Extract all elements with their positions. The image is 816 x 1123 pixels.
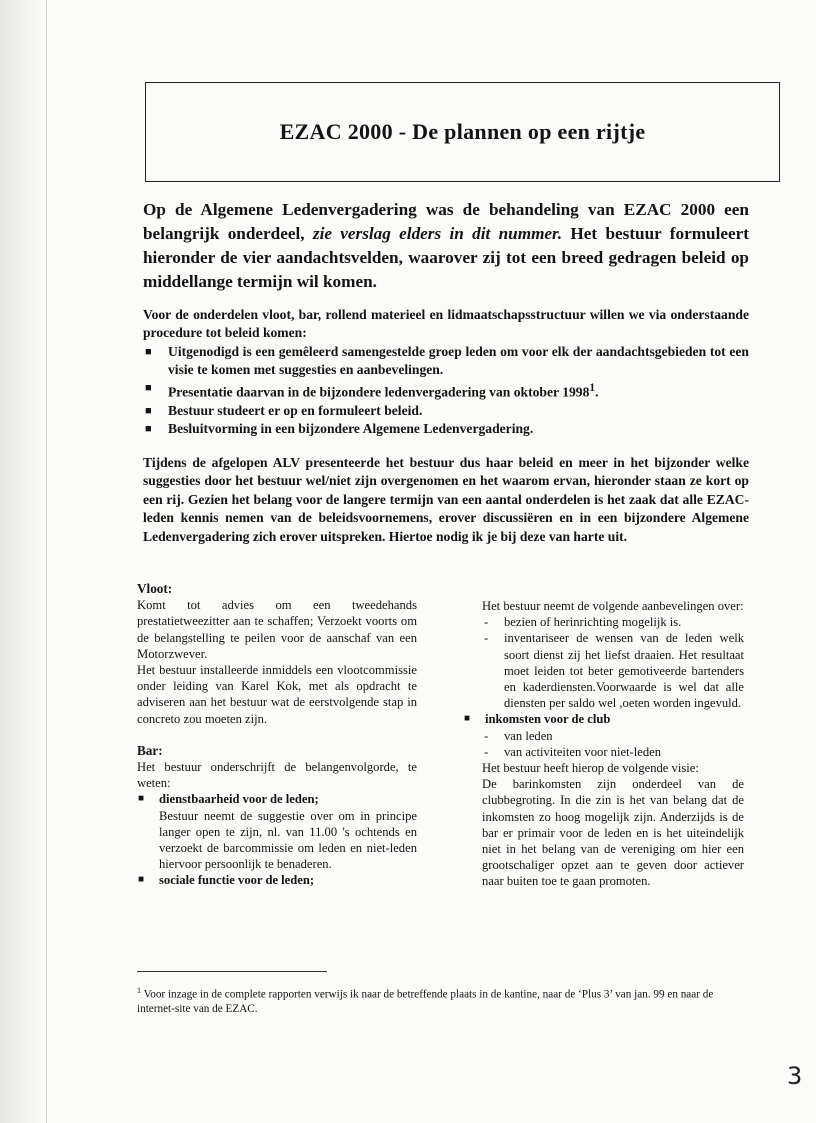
page-title: EZAC 2000 - De plannen op een rijtje	[279, 119, 646, 144]
page-binding-edge	[0, 0, 47, 1123]
intro-paragraph	[143, 198, 749, 294]
vision-intro: Het bestuur heeft hierop de volgende visie:	[482, 761, 699, 776]
footnote-divider	[137, 971, 327, 972]
procedure-intro: Voor de onderdelen vloot, bar, rollend materieel en lidmaatschapsstructuur willen we via onderstaande procedure tot beleid komen:	[143, 307, 749, 340]
footnote	[137, 984, 749, 1016]
bullet-icon: ■	[145, 346, 152, 358]
footnote-text: Voor inzage in de complete rapporten verwijs ik naar de betreffende plaats in de kantine, naar de ‘Plus 3’ van jan. 99 en naar de internet-site van de EZAC.	[137, 988, 714, 1015]
vloot-text-2: Het bestuur installeerde inmiddels een vlootcommissie onder leiding van Karel Kok, met als opdracht te adviseren aan het bestuur wat de eerstvolgende stap in concreto zou moeten zijn.	[137, 663, 417, 726]
list-item: ■ Presentatie daarvan in de bijzondere ledenvergadering van oktober 1998$^1$.	[143, 379, 749, 402]
alv-paragraph: Tijdens de afgelopen ALV presenteerde het bestuur dus haar beleid en meer in het bijzonder welke suggesties door het bestuur wel/niet zijn overgenomen en het waarom ervan, hieronder staan ze kort op een rij. Gezien het belang voor de langere termijn van een aantal onderdelen is het zaak dat alle EZAC-leden kennis nemen van de beleidsvoornemens, erover discussiëren en in een bijzondere Algemene Ledenvergadering zich erover uitspreken. Hiertoe nodig ik je bij deze van harte uit.	[143, 455, 749, 544]
bar-item-1-text: Bestuur neemt de suggestie over om in principe langer open te zijn, nl. van 11.00 's ochtends en verzoekt de barcommissie om leden en niet-leden hiervoor persoonlijk te benaderen.	[159, 808, 417, 872]
vloot-heading: Vloot:	[137, 581, 173, 596]
list-item: ■ Uitgenodigd is een gemêleerd samengestelde groep leden om voor elk der aandachtsgebieden tot een visie te komen met suggesties en aanbevelingen.	[145, 344, 749, 377]
bar-intro: Het bestuur onderschrijft de belangenvolgorde, te weten:	[137, 760, 417, 791]
bullet-icon: ■	[145, 382, 152, 394]
list-item: - van activiteiten voor niet-leden	[484, 744, 662, 759]
list-item: ■ Besluitvorming in een bijzondere Algemene Ledenvergadering.	[145, 420, 534, 436]
list-item: - van leden	[484, 728, 553, 743]
recommendations-list	[482, 614, 744, 711]
list-item: ■ Bestuur studeert er op en formuleert beleid.	[145, 402, 423, 418]
bar-item-2: ■ sociale functie voor de leden;	[138, 873, 315, 888]
bullet-icon: ■	[145, 422, 152, 435]
vision-text: De barinkomsten zijn onderdeel van de clubbegroting. In die zin is het van belang dat de inkomsten zo hoog mogelijk zijn. Anderzijds is de bar er primair voor de leden en is het uiteindelijk niet in het belang van de vereniging om hier een grootschaliger opzet aan te geven door actiever naar buiten toe te gaan promoten.	[482, 777, 744, 889]
list-item: - bezien of herinrichting mogelijk is.	[484, 615, 682, 630]
bullet-icon: ■	[145, 404, 152, 417]
bullet-icon: ■	[138, 793, 145, 805]
list-item: - inventariseer de wensen van de leden welk soort dienst zij het liefst draaien. Het resultaat moet leiden tot beter gemotiveerde bartenders en kaderdiensten.Voorwaarde is wel dat alle diensten per saldo wel ,oeten worden ingevuld.	[484, 631, 744, 711]
page-number: 3	[787, 1062, 803, 1090]
bar-item-3: ■ inkomsten voor de club	[464, 712, 611, 727]
procedure-list	[143, 343, 749, 438]
intro-text-1: Op de Algemene Ledenvergadering was de behandeling van EZAC 2000 een belangrijk onderdeel,	[143, 200, 749, 243]
bullet-icon: ■	[464, 713, 471, 725]
bullet-icon: ■	[138, 874, 145, 886]
bar-item-1: ■ dienstbaarheid voor de leden; Bestuur neemt de suggestie over om in principe langer open te zijn, nl. van 11.00 's ochtends en verzoekt de barcommissie om leden en niet-leden hiervoor persoonlijk te benaderen.	[138, 792, 417, 872]
footnote-ref: 1	[589, 382, 596, 394]
bar-heading: Bar:	[137, 742, 163, 758]
vloot-text-1: Komt tot advies om een tweedehands prestatietweezitter aan te schaffen; Verzoekt voorts om de belangstelling te peilen voor de aanschaf van een Motorzwever.	[137, 598, 417, 661]
title-box	[145, 82, 780, 182]
footnote-marker: 1	[137, 986, 141, 995]
right-column	[464, 598, 744, 890]
income-list	[482, 728, 744, 760]
left-column	[137, 581, 417, 889]
recommendations-intro: Het bestuur neemt de volgende aanbevelingen over:	[482, 599, 744, 613]
intro-text-2: Het bestuur formuleert hieronder de vier aandachtsvelden, waarover zij tot een breed gedragen beleid op middellange termijn wil komen.	[143, 224, 749, 291]
intro-italic: zie verslag elders in dit nummer.	[312, 224, 563, 243]
